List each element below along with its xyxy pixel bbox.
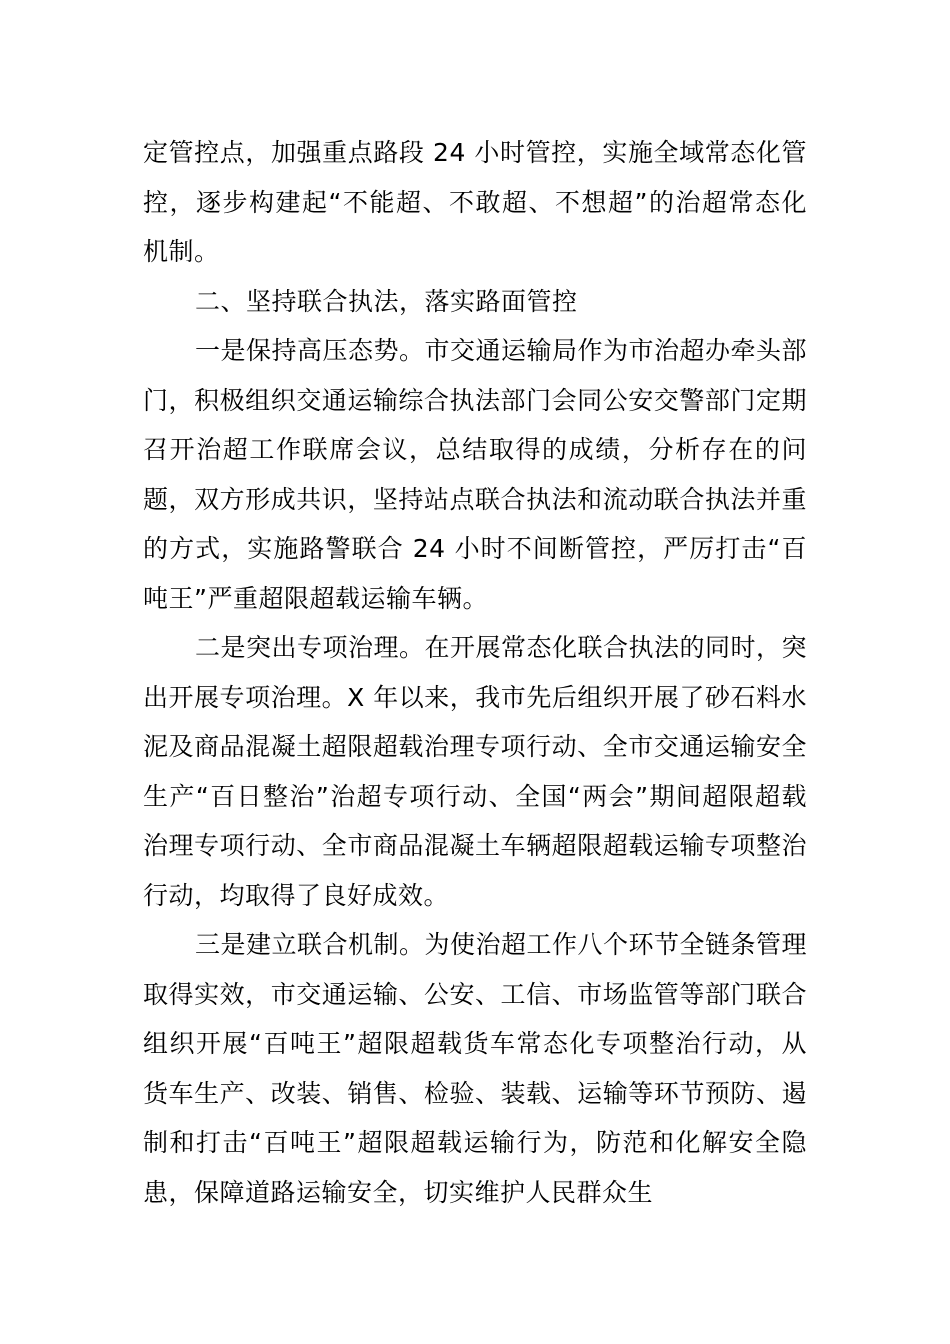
paragraph-joint-mechanism: 三是建立联合机制。为使治超工作八个环节全链条管理取得实效，市交通运输、公安、工信、市场监管等部门联合组织开展“百吨王”超限超载货车常态化专项整治行动，从货车生产、改装、销售、检验、装载、运输等环节预防、遏制和打击“百吨王”超限超载运输行为，防范和化解安全隐患，保障道路运输安全，切实维护人民群众生 [143,930,808,1207]
paragraph-high-pressure: 一是保持高压态势。市交通运输局作为市治超办牵头部门，积极组织交通运输综合执法部门会同公安交警部门定期召开治超工作联席会议，总结取得的成绩，分析存在的问题，双方形成共识，坚持站点联合执法和流动联合执法并重的方式，实施路警联合 24 小时不间断管控，严厉打击“百吨王”严重超限超载运输车辆。 [143,336,808,613]
paragraph-special-governance: 二是突出专项治理。在开展常态化联合执法的同时，突出开展专项治理。X 年以来，我市先后组织开展了砂石料水泥及商品混凝土超限超载治理专项行动、全市交通运输安全生产“百日整治”治超专项行动、全国“两会”期间超限超载治理专项行动、全市商品混凝土车辆超限超载运输专项整治行动，均取得了良好成效。 [143,633,808,910]
document-body [143,128,807,1217]
section-heading: 二、坚持联合执法，落实路面管控 [195,286,578,316]
paragraph-continuation: 定管控点，加强重点路段 24 小时管控，实施全域常态化管控，逐步构建起“不能超、不敢超、不想超”的治超常态化机制。 [143,138,807,266]
